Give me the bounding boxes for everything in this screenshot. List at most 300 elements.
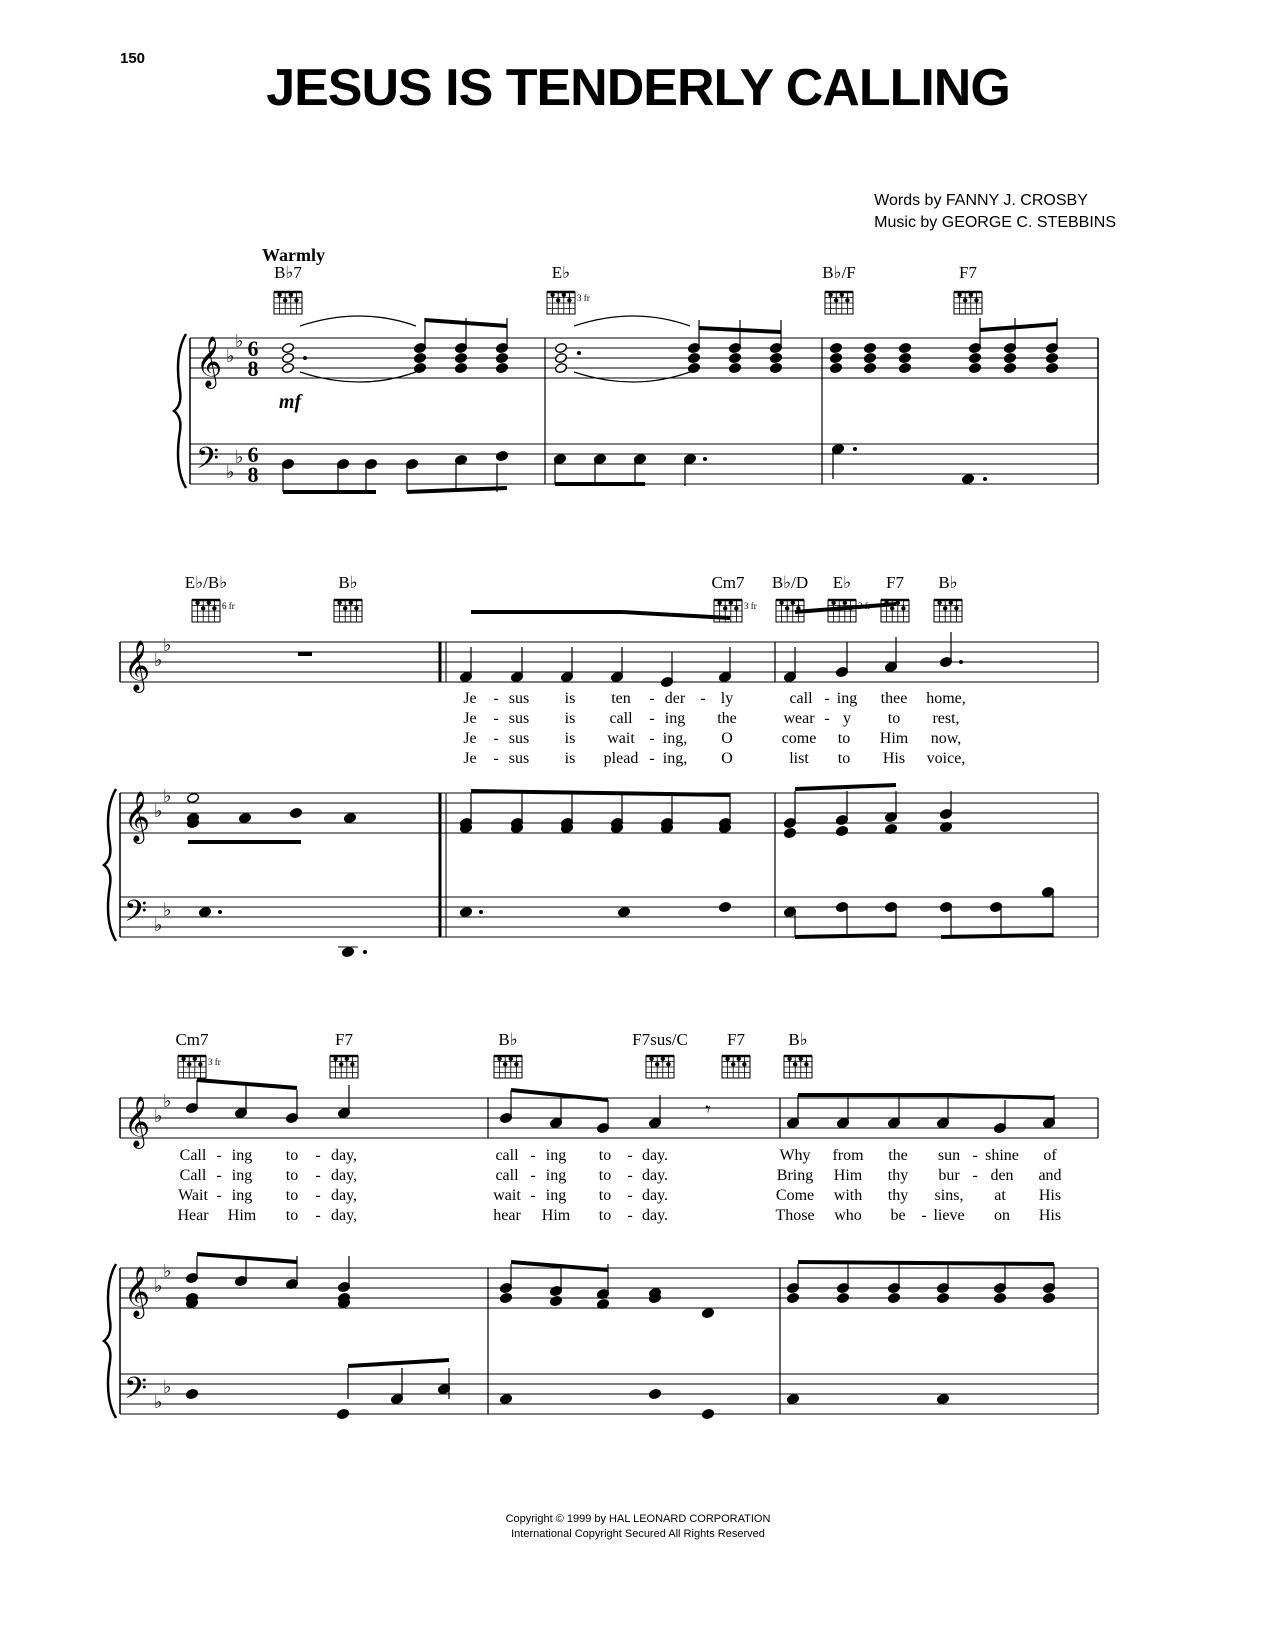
note-head xyxy=(554,362,567,373)
time-signature-top: 6 xyxy=(247,442,259,467)
beam xyxy=(348,1360,449,1366)
chord-symbol: B♭ xyxy=(788,1030,808,1049)
lyric-syllable: - xyxy=(530,1147,536,1164)
lyric-syllable: from xyxy=(832,1147,864,1164)
lyric-syllable: - xyxy=(649,730,655,747)
note-head xyxy=(836,1292,849,1303)
chord-diagram xyxy=(722,1056,750,1078)
lyric-syllable: be xyxy=(890,1207,906,1224)
beam xyxy=(980,324,1057,330)
note-head xyxy=(863,352,876,363)
chord-symbol: B♭ xyxy=(498,1030,518,1049)
chord-fret-label: 6 fr xyxy=(222,601,235,611)
chord-dot xyxy=(503,1062,507,1066)
augmentation-dot xyxy=(303,356,307,360)
tie xyxy=(300,316,416,326)
note-head xyxy=(454,352,467,363)
note-head xyxy=(341,946,354,957)
lyric-syllable: - xyxy=(921,1207,927,1224)
chord-dot xyxy=(799,1057,803,1061)
chord-dot xyxy=(666,1062,670,1066)
lyric-syllable: voice, xyxy=(926,750,966,767)
note-head xyxy=(829,362,842,373)
lyric-syllable: Wait xyxy=(178,1187,208,1204)
lyric-syllable: bur xyxy=(938,1167,960,1184)
lyric-syllable: to xyxy=(598,1207,612,1224)
chord-dot xyxy=(785,606,789,610)
lyric-syllable: day, xyxy=(330,1207,358,1224)
lyric-syllable: Je xyxy=(463,750,477,767)
beam xyxy=(471,791,730,795)
key-signature-flat: ♭ xyxy=(154,1392,163,1412)
augmentation-dot xyxy=(853,447,857,451)
chord-dot xyxy=(195,601,199,605)
augmentation-dot xyxy=(959,660,963,664)
chord-dot xyxy=(193,1057,197,1061)
lyric-syllable: Him xyxy=(833,1167,863,1184)
chord-dot xyxy=(845,298,849,302)
tempo-marking: Warmly xyxy=(262,245,325,265)
chord-symbol: F7 xyxy=(335,1030,353,1049)
chord-dot xyxy=(339,1062,343,1066)
chord-diagram xyxy=(825,292,853,314)
key-signature-flat: ♭ xyxy=(154,801,163,821)
lyric-syllable: to xyxy=(285,1167,299,1184)
beam xyxy=(795,935,896,937)
chord-dot xyxy=(840,293,844,297)
lyric-syllable: His xyxy=(882,750,906,767)
chord-diagram xyxy=(547,292,575,314)
copyright-line-2: International Copyright Secured All Rights Reserved xyxy=(511,1528,765,1540)
note-head xyxy=(687,352,700,363)
chord-dot xyxy=(294,298,298,302)
note-head xyxy=(617,906,630,917)
lyric-syllable: - xyxy=(493,730,499,747)
note-head xyxy=(829,342,842,353)
lyric-syllable: lieve xyxy=(933,1207,965,1224)
chord-dot xyxy=(731,1062,735,1066)
note-head xyxy=(829,352,842,363)
chord-symbol: B♭/D xyxy=(771,573,809,592)
lyric-syllable: - xyxy=(824,710,830,727)
time-signature-bottom: 8 xyxy=(247,356,259,381)
chord-dot xyxy=(514,1062,518,1066)
augmentation-dot xyxy=(218,910,222,914)
lyric-syllable: Him xyxy=(879,730,909,747)
treble-staff xyxy=(120,1268,1098,1308)
chord-dot xyxy=(901,606,905,610)
chord-diagram xyxy=(934,600,962,622)
chord-dot xyxy=(350,1062,354,1066)
lyric-syllable: thy xyxy=(887,1167,909,1184)
key-signature-flat: ♭ xyxy=(235,331,244,351)
lyric-syllable: - xyxy=(315,1187,321,1204)
chord-dot xyxy=(283,298,287,302)
vocal-staff xyxy=(120,1098,1098,1138)
lyric-syllable: plead xyxy=(603,750,639,767)
chord-diagram xyxy=(494,1056,522,1078)
lyric-syllable: sus xyxy=(508,750,530,767)
chord-fret-label: 3 fr xyxy=(577,293,590,303)
lyric-syllable: ing xyxy=(664,710,686,727)
note-head xyxy=(961,473,974,484)
lyric-syllable: of xyxy=(1043,1147,1057,1164)
lyric-syllable: shine xyxy=(985,1147,1019,1164)
note-head xyxy=(835,825,848,836)
lyric-syllable: sus xyxy=(508,730,530,747)
lyric-syllable: sun xyxy=(937,1147,961,1164)
beam xyxy=(407,488,507,492)
chord-dot xyxy=(277,293,281,297)
note-head xyxy=(863,362,876,373)
note-head xyxy=(495,362,508,373)
lyric-syllable: - xyxy=(493,710,499,727)
chord-dot xyxy=(655,1062,659,1066)
key-signature-flat: ♭ xyxy=(163,1091,172,1111)
chord-dot xyxy=(791,601,795,605)
augmentation-dot xyxy=(703,457,707,461)
lyric-syllable: - xyxy=(824,690,830,707)
note-head xyxy=(186,792,199,803)
chord-dot xyxy=(890,606,894,610)
lyric-syllable: den xyxy=(990,1167,1014,1184)
note-head xyxy=(936,1292,949,1303)
key-signature-flat: ♭ xyxy=(163,786,172,806)
beam xyxy=(941,935,1053,937)
brace xyxy=(104,1264,116,1418)
key-signature-flat: ♭ xyxy=(226,462,235,482)
lyric-syllable: thy xyxy=(887,1187,909,1204)
note-head xyxy=(499,1292,512,1303)
chord-dot xyxy=(779,601,783,605)
chord-symbol: B♭ xyxy=(338,573,358,592)
lyric-syllable: ing, xyxy=(662,730,688,747)
chord-diagram xyxy=(334,600,362,622)
lyric-syllable: and xyxy=(1038,1167,1062,1184)
words-credit: Words by FANNY J. CROSBY xyxy=(874,192,1088,209)
treble-staff xyxy=(190,338,1098,378)
chord-diagram xyxy=(330,1056,358,1078)
lyric-syllable: is xyxy=(564,710,576,727)
note-head xyxy=(718,901,731,912)
chord-diagram xyxy=(192,600,220,622)
lyric-syllable: Him xyxy=(541,1207,571,1224)
lyric-syllable: at xyxy=(994,1187,1006,1204)
lyric-syllable: ing xyxy=(231,1187,253,1204)
copyright xyxy=(0,1512,1276,1542)
lyric-syllable: - xyxy=(627,1147,633,1164)
bass-clef-icon: 𝄢 xyxy=(124,1372,148,1412)
chord-dot xyxy=(957,293,961,297)
lyric-syllable: Je xyxy=(463,710,477,727)
note-head xyxy=(554,342,567,353)
lyric-syllable: - xyxy=(530,1167,536,1184)
chord-dot xyxy=(896,601,900,605)
lyric-syllable: Bring xyxy=(776,1167,814,1184)
beam xyxy=(197,1254,297,1262)
note-head xyxy=(898,342,911,353)
lyric-syllable: - xyxy=(972,1147,978,1164)
chord-symbol: F7 xyxy=(727,1030,745,1049)
lyric-syllable: thee xyxy=(880,690,908,707)
lyric-syllable: - xyxy=(216,1187,222,1204)
augmentation-dot xyxy=(577,351,581,355)
lyric-syllable: day, xyxy=(330,1167,358,1184)
lyric-syllable: ing xyxy=(231,1147,253,1164)
chord-dot xyxy=(201,606,205,610)
note-head xyxy=(1045,362,1058,373)
lyric-syllable: - xyxy=(315,1207,321,1224)
note-head xyxy=(454,362,467,373)
chord-dot xyxy=(181,1057,185,1061)
key-signature-flat: ♭ xyxy=(163,1377,172,1397)
lyric-syllable: to xyxy=(598,1187,612,1204)
lyric-syllable: Call xyxy=(179,1147,207,1164)
chord-dot xyxy=(725,1057,729,1061)
lyric-syllable: is xyxy=(564,690,576,707)
note-head xyxy=(198,906,211,917)
beam xyxy=(511,1262,608,1270)
chord-dot xyxy=(969,293,973,297)
lyric-syllable: O xyxy=(721,750,733,767)
lyric-syllable: is xyxy=(564,750,576,767)
lyric-syllable: home, xyxy=(926,690,966,707)
key-signature-flat: ♭ xyxy=(163,635,172,655)
chord-symbol: E♭ xyxy=(551,263,571,282)
chord-dot xyxy=(834,298,838,302)
lyric-syllable: who xyxy=(834,1207,862,1224)
lyric-syllable: to xyxy=(285,1147,299,1164)
note-head xyxy=(1003,362,1016,373)
key-signature-flat: ♭ xyxy=(163,1261,172,1281)
chord-dot xyxy=(550,293,554,297)
key-signature-flat: ♭ xyxy=(235,447,244,467)
page-number: 150 xyxy=(120,50,146,67)
note-head xyxy=(1045,352,1058,363)
lyric-syllable: hear xyxy=(493,1207,521,1224)
lyric-syllable: Je xyxy=(463,690,477,707)
chord-dot xyxy=(509,1057,513,1061)
lyric-syllable: wait xyxy=(493,1187,521,1204)
lyric-syllable: - xyxy=(627,1207,633,1224)
lyric-syllable: Why xyxy=(779,1147,811,1164)
chord-dot xyxy=(723,606,727,610)
lyric-syllable: to xyxy=(837,750,851,767)
chord-symbol: F7 xyxy=(959,263,977,282)
chord-dot xyxy=(661,1057,665,1061)
note-head xyxy=(783,827,796,838)
lyric-syllable: - xyxy=(493,750,499,767)
lyric-syllable: ten xyxy=(611,690,631,707)
lyric-syllable: Come xyxy=(775,1187,815,1204)
treble-clef-icon: 𝄞 xyxy=(124,1267,151,1316)
chord-symbol: Cm7 xyxy=(175,1030,209,1049)
note-head xyxy=(185,1388,198,1399)
chord-dot xyxy=(943,606,947,610)
note-head xyxy=(728,362,741,373)
note-head xyxy=(887,1292,900,1303)
chord-dot xyxy=(345,1057,349,1061)
lyric-syllable: is xyxy=(564,730,576,747)
chord-dot xyxy=(349,601,353,605)
augmentation-dot xyxy=(363,950,367,954)
lyric-syllable: ing, xyxy=(662,750,688,767)
chord-diagram xyxy=(274,292,302,314)
chord-dot xyxy=(793,1062,797,1066)
lyric-syllable: now, xyxy=(930,730,962,747)
chord-dot xyxy=(742,1062,746,1066)
chord-symbol: F7 xyxy=(886,573,904,592)
chord-symbol: F7sus/C xyxy=(632,1030,688,1049)
chord-fret-label: 3 fr xyxy=(208,1057,221,1067)
chord-dot xyxy=(354,606,358,610)
chord-dot xyxy=(831,601,835,605)
chord-dot xyxy=(207,601,211,605)
tie xyxy=(300,372,416,382)
note-head xyxy=(549,1295,562,1306)
note-head xyxy=(701,1408,714,1419)
chord-dot xyxy=(717,601,721,605)
lyric-syllable: day, xyxy=(330,1187,358,1204)
note-head xyxy=(554,352,567,363)
lyric-syllable: sus xyxy=(508,710,530,727)
chord-symbol: B♭/F xyxy=(822,263,856,282)
lyric-syllable: wear xyxy=(783,710,815,727)
lyric-syllable: - xyxy=(216,1167,222,1184)
chord-symbol: B♭7 xyxy=(274,263,302,282)
lyric-syllable: Him xyxy=(227,1207,257,1224)
note-head xyxy=(648,1388,661,1399)
lyric-syllable: call xyxy=(609,710,633,727)
chord-diagram xyxy=(646,1056,674,1078)
lyric-syllable: ing xyxy=(545,1167,567,1184)
chord-dot xyxy=(974,298,978,302)
lyric-syllable: to xyxy=(887,710,901,727)
lyric-syllable: day. xyxy=(641,1187,669,1204)
time-signature-bottom: 8 xyxy=(247,462,259,487)
chord-dot xyxy=(187,1062,191,1066)
note-head xyxy=(786,1393,799,1404)
note-head xyxy=(281,352,294,363)
lyric-syllable: Hear xyxy=(177,1207,209,1224)
note-head xyxy=(238,812,251,823)
lyric-syllable: His xyxy=(1038,1207,1062,1224)
lyric-syllable: - xyxy=(315,1147,321,1164)
chord-dot xyxy=(198,1062,202,1066)
lyric-syllable: call xyxy=(495,1147,519,1164)
note-head xyxy=(993,1292,1006,1303)
chord-symbol: E♭ xyxy=(832,573,852,592)
key-signature-flat: ♭ xyxy=(163,900,172,920)
lyric-syllable: - xyxy=(530,1187,536,1204)
chord-dot xyxy=(333,1057,337,1061)
key-signature-flat: ♭ xyxy=(154,650,163,670)
note-head xyxy=(968,352,981,363)
lyric-syllable: wait xyxy=(607,730,635,747)
chord-diagram xyxy=(784,1056,812,1078)
lyric-syllable: call xyxy=(495,1167,519,1184)
lyric-syllable: come xyxy=(781,730,817,747)
note-head xyxy=(786,1292,799,1303)
chord-dot xyxy=(212,606,216,610)
treble-clef-icon: 𝄞 xyxy=(124,1097,151,1146)
note-head xyxy=(459,906,472,917)
lyric-syllable: O xyxy=(721,730,733,747)
brace xyxy=(104,789,116,941)
lyric-syllable: - xyxy=(700,690,706,707)
chord-dot xyxy=(556,298,560,302)
note-head xyxy=(728,352,741,363)
lyric-syllable: call xyxy=(789,690,813,707)
lyric-syllable: - xyxy=(493,690,499,707)
lyric-syllable: the xyxy=(888,1147,908,1164)
bass-staff xyxy=(120,1374,1098,1414)
tie xyxy=(574,372,690,382)
tie xyxy=(574,316,690,326)
beam xyxy=(798,1262,1054,1264)
lyric-syllable: to xyxy=(837,730,851,747)
note-head xyxy=(495,450,508,461)
chord-dot xyxy=(343,606,347,610)
bass-clef-icon: 𝄢 xyxy=(124,895,148,935)
chord-dot xyxy=(567,298,571,302)
augmentation-dot xyxy=(983,477,987,481)
note-head xyxy=(1003,352,1016,363)
chord-diagram xyxy=(954,292,982,314)
chord-symbol: B♭ xyxy=(938,573,958,592)
lyric-syllable: - xyxy=(627,1167,633,1184)
lyric-syllable: - xyxy=(972,1167,978,1184)
chord-dot xyxy=(289,293,293,297)
lyric-syllable: - xyxy=(627,1187,633,1204)
chord-dot xyxy=(828,293,832,297)
chord-symbol: E♭/B♭ xyxy=(184,573,228,592)
lyric-syllable: day. xyxy=(641,1167,669,1184)
lyric-syllable: ing xyxy=(545,1147,567,1164)
lyric-syllable: on xyxy=(994,1207,1010,1224)
lyric-syllable: the xyxy=(717,710,737,727)
chord-dot xyxy=(497,1057,501,1061)
note-head xyxy=(495,352,508,363)
chord-dot xyxy=(949,601,953,605)
song-title: JESUS IS TENDERLY CALLING xyxy=(266,59,1010,117)
note-head xyxy=(898,362,911,373)
beam xyxy=(699,328,781,332)
lyric-syllable: Those xyxy=(775,1207,815,1224)
whole-rest xyxy=(298,652,312,656)
chord-dot xyxy=(843,601,847,605)
lyric-syllable: Je xyxy=(463,730,477,747)
eighth-rest-icon: 𝄾 xyxy=(705,1099,711,1121)
lyric-syllable: - xyxy=(649,710,655,727)
lyric-syllable: day. xyxy=(641,1147,669,1164)
chord-dot xyxy=(954,606,958,610)
note-head xyxy=(336,1408,349,1419)
note-head xyxy=(769,362,782,373)
chord-diagram xyxy=(178,1056,206,1078)
chord-dot xyxy=(804,1062,808,1066)
note-head xyxy=(289,807,302,818)
copyright-line-1: Copyright © 1999 by HAL LEONARD CORPORATION xyxy=(505,1513,771,1525)
chord-dot xyxy=(787,1057,791,1061)
note-head xyxy=(936,1393,949,1404)
note-head xyxy=(863,342,876,353)
note-head xyxy=(701,1307,714,1318)
brace xyxy=(174,334,186,488)
bass-clef-icon: 𝄢 xyxy=(196,442,220,482)
lyric-syllable: - xyxy=(649,690,655,707)
treble-clef-icon: 𝄞 xyxy=(124,792,151,841)
